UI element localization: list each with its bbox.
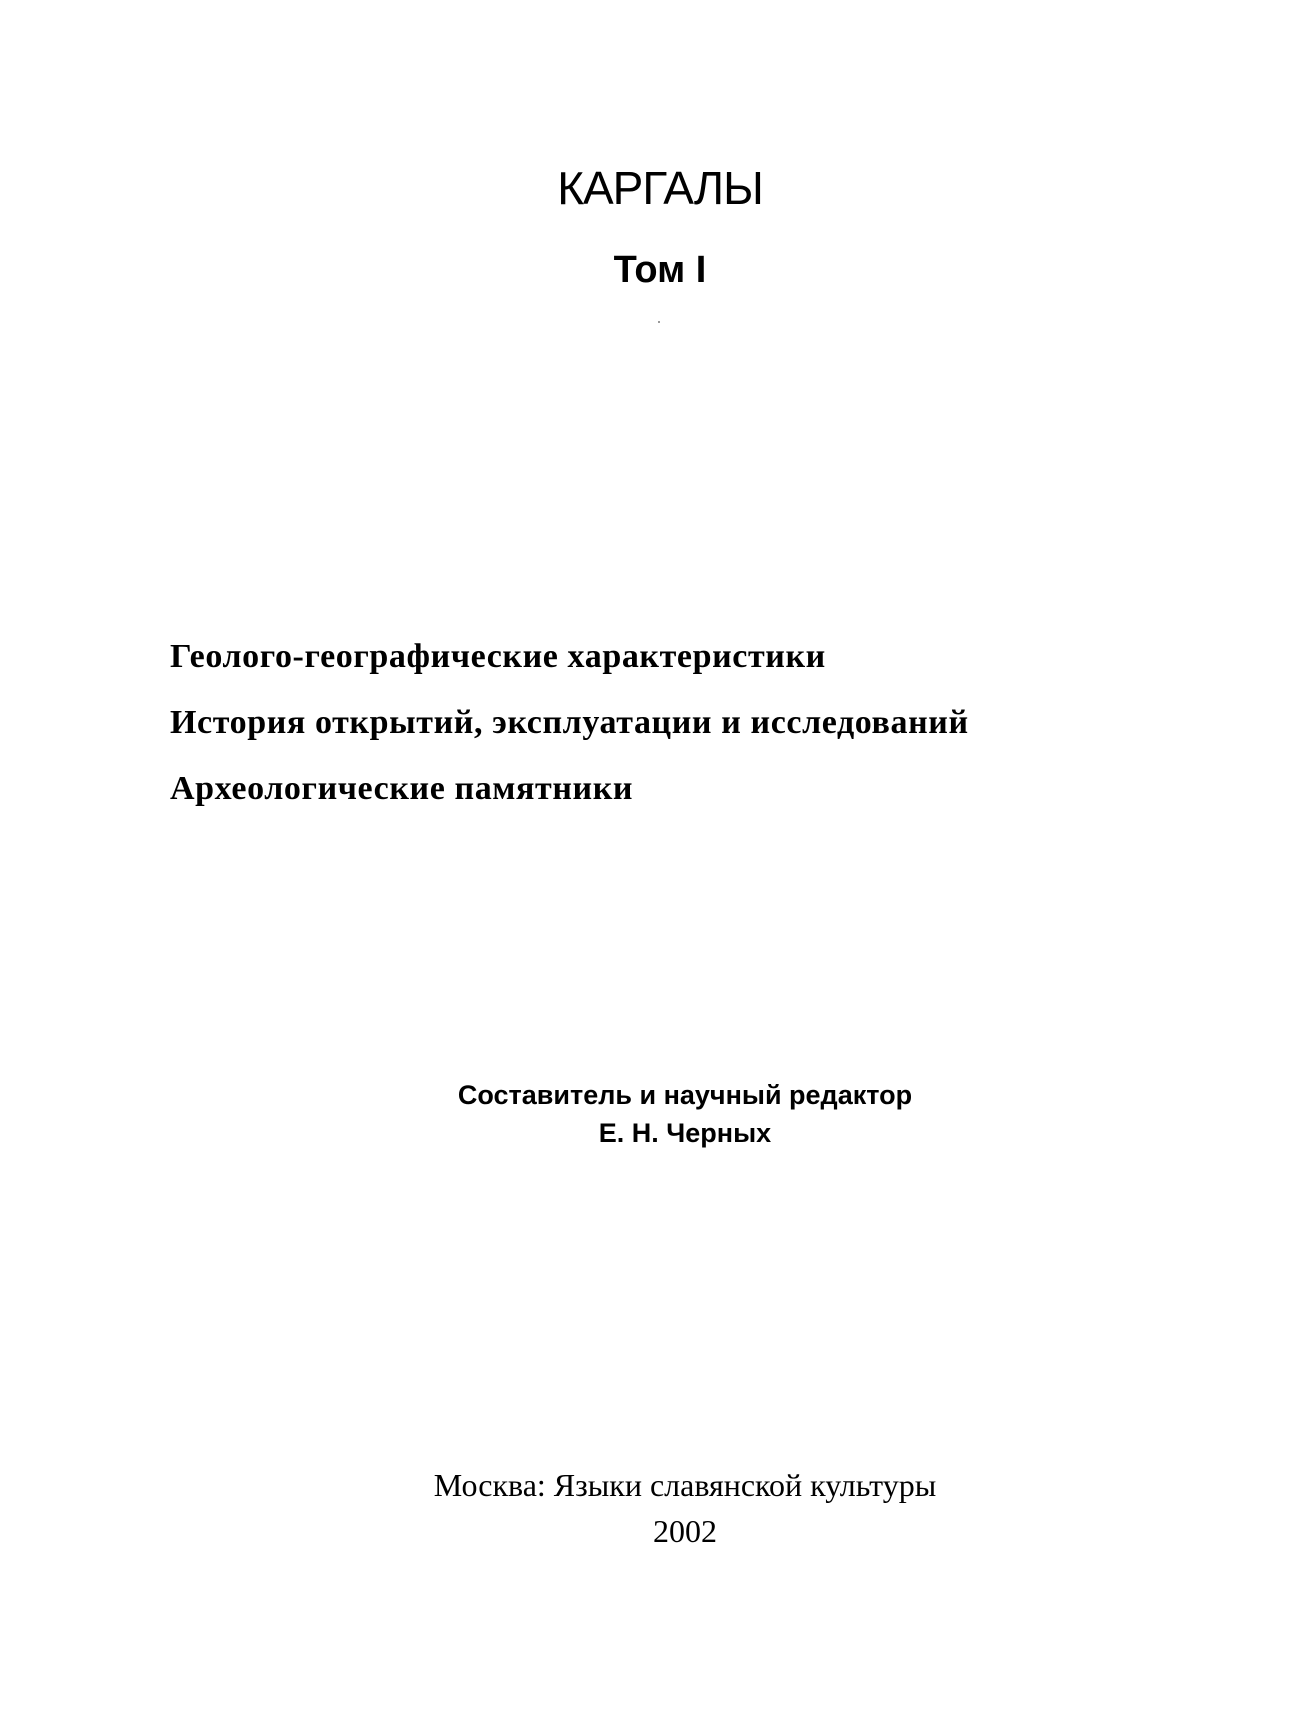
publisher-line: Москва: Языки славянской культуры xyxy=(433,1467,937,1503)
subject-line: Геолого-географические характеристики xyxy=(170,638,826,675)
volume-subjects xyxy=(170,624,969,822)
publication-year: 2002 xyxy=(653,1513,717,1549)
book-title: КАРГАЛЫ xyxy=(557,162,763,214)
subject-line: Археологические памятники xyxy=(170,770,634,807)
imprint-block xyxy=(0,1462,1300,1554)
editor-role: Составитель и научный редактор xyxy=(457,1080,913,1110)
subject-line: История открытий, эксплуатации и исследований xyxy=(170,704,969,741)
volume-number: Том I xyxy=(613,249,707,291)
editor-name: Е. Н. Черных xyxy=(598,1118,772,1148)
editor-block xyxy=(0,1076,1300,1152)
print-speck xyxy=(658,321,660,323)
